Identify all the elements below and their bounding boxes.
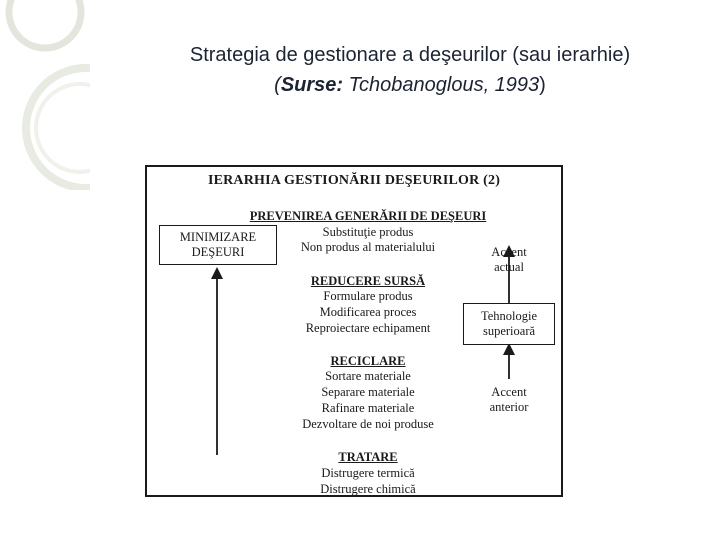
section-item: Rafinare materiale: [321, 401, 415, 415]
section-item: Reproiectare echipament: [305, 321, 431, 335]
minimization-box-line2: DEŞEURI: [191, 245, 245, 259]
section-item: Substituţie produs: [322, 225, 414, 239]
decorative-circles: [0, 0, 90, 190]
figure-title: IERARHIA GESTIONĂRII DEŞEURILOR (2): [207, 173, 501, 188]
section-heading-source-reduction: REDUCERE SURSĂ: [310, 274, 426, 288]
source-close-paren: ): [539, 74, 546, 96]
section-item: Modificarea proces: [319, 305, 417, 319]
section-item: Distrugere chimică: [320, 482, 416, 496]
section-item: Dezvoltare de noi produse: [302, 417, 434, 431]
source-open-paren: (: [274, 74, 281, 96]
waste-hierarchy-figure: [145, 165, 563, 497]
source-label: Surse:: [280, 74, 344, 96]
section-heading-treatment: TRATARE: [338, 450, 398, 464]
slide-title-source: [80, 70, 720, 100]
technology-box-line2: superioară: [482, 324, 536, 338]
section-item: Separare materiale: [321, 385, 415, 399]
technology-box-line1: Tehnologie: [480, 309, 538, 323]
accent-current-line1: Accent: [491, 245, 527, 259]
source-citation: Tchobanoglous, 1993: [343, 74, 540, 96]
slide-title: [80, 40, 720, 100]
accent-previous-line2: anterior: [489, 400, 529, 414]
section-heading-recycling: RECICLARE: [330, 354, 406, 368]
slide-title-line1: Strategia de gestionare a deşeurilor (sau ierarhie): [189, 44, 631, 66]
accent-current-line2: actual: [494, 260, 524, 274]
section-item: Formulare produs: [323, 289, 413, 303]
section-item: Sortare materiale: [325, 369, 411, 383]
section-item: Distrugere termică: [321, 466, 415, 480]
section-heading-prevention: PREVENIREA GENERĂRII DE DEŞEURI: [249, 209, 487, 223]
section-item: Non produs al materialului: [300, 240, 436, 254]
minimization-box-line1: MINIMIZARE: [179, 230, 257, 244]
accent-previous-line1: Accent: [491, 385, 527, 399]
